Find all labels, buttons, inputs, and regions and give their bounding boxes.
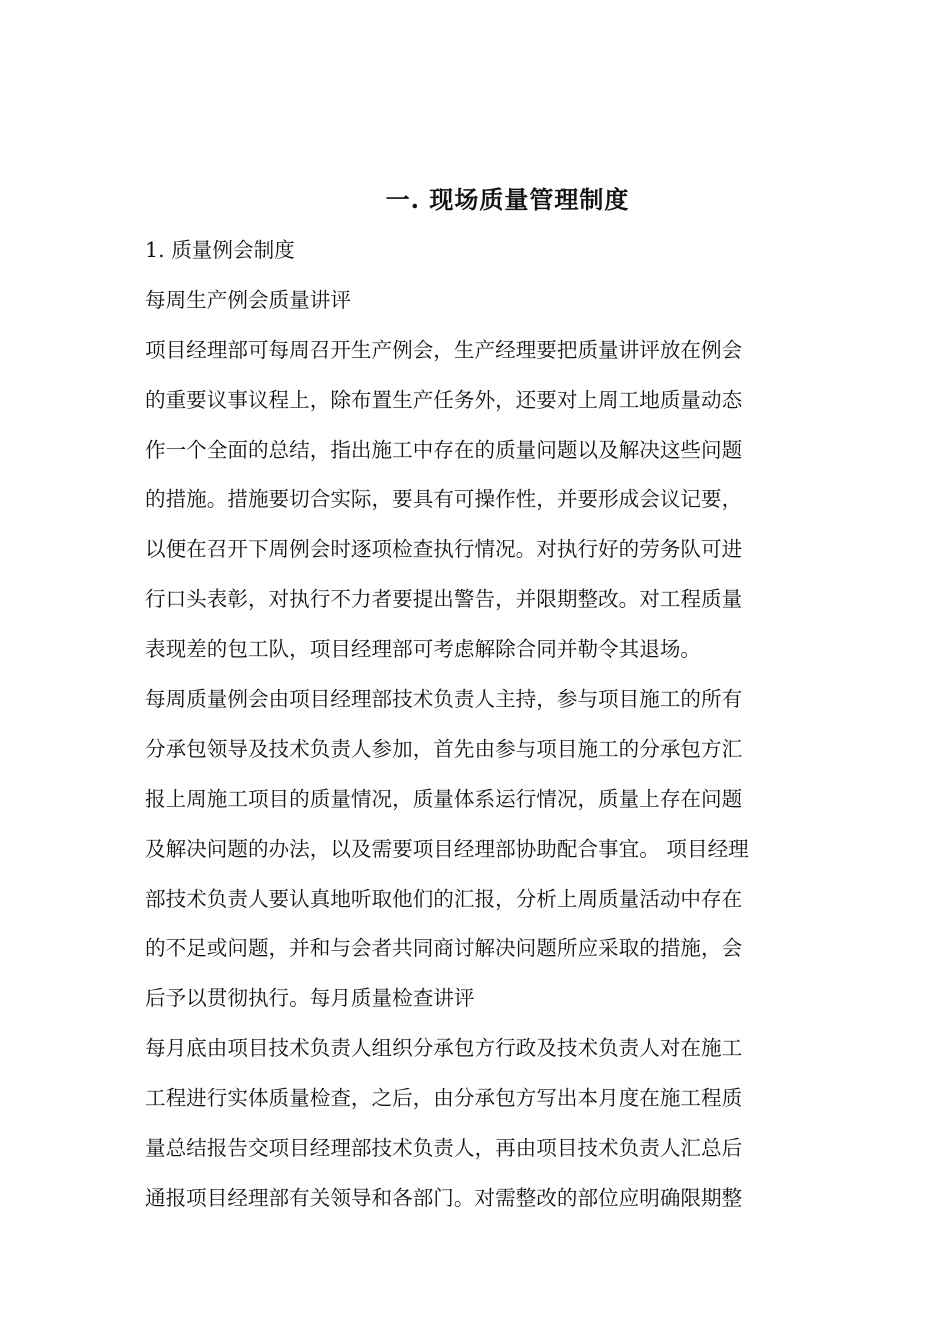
paragraph-line: 的不足或问题，并和与会者共同商讨解决问题所应采取的措施，会 — [145, 936, 743, 961]
document-body — [145, 226, 807, 1224]
paragraph-line: 分承包领导及技术负责人参加，首先由参与项目施工的分承包方汇 — [145, 736, 743, 761]
paragraph-line: 以便在召开下周例会时逐项检查执行情况。对执行好的劳务队可进 — [145, 537, 743, 562]
paragraph-line: 工程进行实体质量检查，之后，由分承包方写出本月度在施工程质 — [145, 1086, 743, 1111]
paragraph-line: 的措施。措施要切合实际，要具有可操作性，并要形成会议记要， — [145, 487, 743, 512]
page-title: 一. 现场质量管理制度 — [385, 185, 630, 214]
paragraph-line: 的重要议事议程上，除布置生产任务外，还要对上周工地质量动态 — [145, 387, 743, 412]
paragraph-line: 通报项目经理部有关领导和各部门。对需整改的部位应明确限期整 — [145, 1185, 743, 1210]
paragraph-line: 项目经理部可每周召开生产例会，生产经理要把质量讲评放在例会 — [145, 337, 743, 362]
paragraph-line: 后予以贯彻执行。每月质量检查讲评 — [145, 986, 475, 1011]
paragraph-line: 及解决问题的办法，以及需要项目经理部协助配合事宜。 项目经理 — [145, 836, 749, 861]
section-heading: 1. 质量例会制度 — [145, 238, 295, 262]
paragraph-line: 部技术负责人要认真地听取他们的汇报，分析上周质量活动中存在 — [145, 886, 743, 911]
paragraph-line: 每月底由项目技术负责人组织分承包方行政及技术负责人对在施工 — [145, 1036, 743, 1061]
paragraph-line: 每周质量例会由项目经理部技术负责人主持，参与项目施工的所有 — [145, 687, 743, 712]
paragraph-line: 表现差的包工队，项目经理部可考虑解除合同并勒令其退场。 — [145, 637, 702, 662]
subsection-heading: 每周生产例会质量讲评 — [145, 287, 351, 312]
paragraph-line: 量总结报告交项目经理部技术负责人，再由项目技术负责人汇总后 — [145, 1136, 743, 1161]
paragraph-line: 报上周施工项目的质量情况，质量体系运行情况，质量上存在问题 — [145, 786, 743, 811]
paragraph-line: 作一个全面的总结，指出施工中存在的质量问题以及解决这些问题 — [145, 437, 743, 462]
paragraph-line: 行口头表彰，对执行不力者要提出警告，并限期整改。对工程质量 — [145, 587, 743, 612]
